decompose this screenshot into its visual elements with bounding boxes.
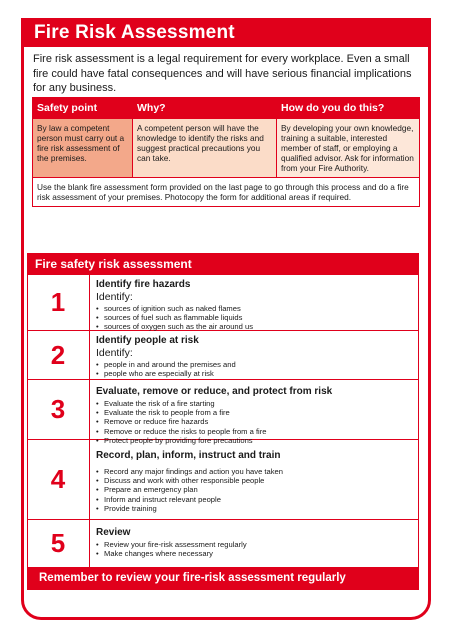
- table-note: Use the blank fire assessment form provided on the last page to go through this process and do a fire risk assessment of your premises. Photocopy the form for additional areas if required.: [33, 178, 420, 207]
- list-item: • Record any major findings and action you have taken: [96, 467, 413, 476]
- step-content: [96, 333, 413, 378]
- step-bullets: [96, 304, 413, 332]
- intro-paragraph: Fire risk assessment is a legal requirement for every workplace. Even a small fire could have fatal consequences and will have serious financial implications for any business.: [33, 53, 412, 94]
- safety-table-header: [33, 98, 420, 119]
- list-item: • sources of ignition such as naked flames: [96, 304, 413, 313]
- step-row: [27, 520, 419, 567]
- step-content: [96, 525, 413, 558]
- list-item: • sources of oxygen such as the air around us: [96, 322, 413, 331]
- step-row: [27, 275, 419, 331]
- list-item: • Remove or reduce the risks to people from a fire: [96, 427, 413, 436]
- list-item: • people who are especially at risk: [96, 369, 413, 378]
- page-title: Fire Risk Assessment: [34, 22, 235, 43]
- step-title: Record, plan, inform, instruct and train: [96, 450, 281, 461]
- header-safety-point: Safety point: [33, 98, 133, 119]
- list-item: • Evaluate the risk of a fire starting: [96, 399, 413, 408]
- step-title: Identify people at risk: [96, 335, 199, 346]
- step-number: 3: [27, 380, 90, 439]
- step-lead: Identify:: [96, 347, 133, 359]
- step-number: 1: [27, 275, 90, 330]
- step-number: 5: [27, 520, 90, 567]
- list-item: • Provide training: [96, 504, 413, 513]
- list-item: • Make changes where necessary: [96, 549, 413, 558]
- list-item: • Remove or reduce fire hazards: [96, 417, 413, 426]
- step-row: [27, 380, 419, 445]
- safety-table: [32, 97, 420, 207]
- list-item: • people in and around the premises and: [96, 360, 413, 369]
- step-bullets: [96, 467, 413, 513]
- footer-reminder: Remember to review your fire-risk assessment regularly: [27, 567, 419, 590]
- step-content: [96, 277, 413, 332]
- step-number: 4: [27, 440, 90, 519]
- steps-header: Fire safety risk assessment: [27, 253, 419, 275]
- safety-table-note-row: [33, 178, 420, 207]
- header-why: Why?: [133, 98, 277, 119]
- step-title: Review: [96, 527, 131, 538]
- list-item: • Protect people by providing fore precautions: [96, 436, 413, 445]
- step-bullets: [96, 540, 413, 558]
- step-bullets: [96, 360, 413, 378]
- list-item: • Prepare an emergency plan: [96, 485, 413, 494]
- step-number: 2: [27, 331, 90, 379]
- cell-how: By developing your own knowledge, training a suitable, interested member of staff, or employing a qualified advisor. Ask for information from your Fire Authority.: [277, 119, 420, 178]
- list-item: • Evaluate the risk to people from a fire: [96, 408, 413, 417]
- header-how: How do you do this?: [277, 98, 420, 119]
- list-item: • Review your fire-risk assessment regularly: [96, 540, 413, 549]
- cell-safety-point: By law a competent person must carry out a fire risk assessment of the premises.: [33, 119, 133, 178]
- list-item: • Discuss and work with other responsible people: [96, 476, 413, 485]
- safety-table-row: [33, 119, 420, 178]
- step-row: [27, 331, 419, 380]
- step-lead: Identify:: [96, 291, 133, 303]
- list-item: • sources of fuel such as flammable liquids: [96, 313, 413, 322]
- step-bullets: [96, 399, 413, 445]
- list-item: • Inform and instruct relevant people: [96, 495, 413, 504]
- step-content: [96, 384, 413, 445]
- step-row: [27, 440, 419, 520]
- step-content: [96, 448, 413, 513]
- cell-why: A competent person will have the knowledge to identify the risks and suggest practical precautions you can take.: [133, 119, 277, 178]
- step-title: Identify fire hazards: [96, 279, 191, 290]
- step-title: Evaluate, remove or reduce, and protect from risk: [96, 386, 333, 397]
